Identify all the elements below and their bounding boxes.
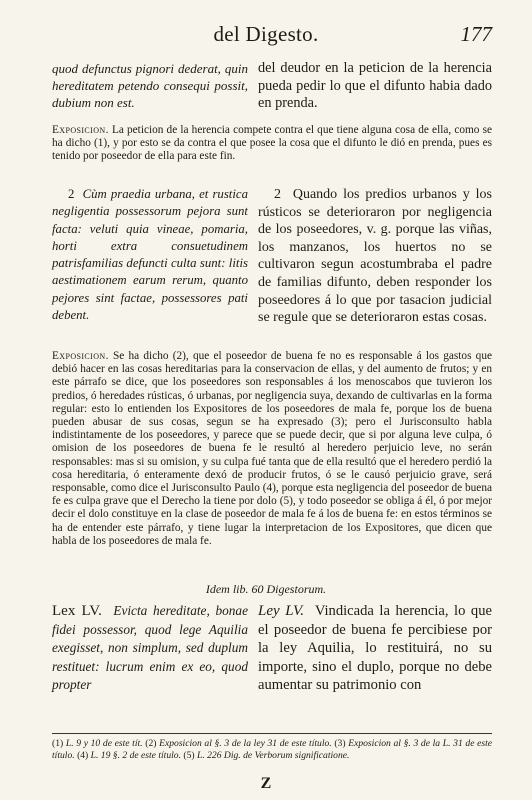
footnote-1-ref: L. 9 y 10 [65, 738, 101, 749]
latin-law-heading: Lex LV. [52, 603, 102, 619]
spanish-paragraph-text: Quando los predios urbanos y los rústicos se deterioraron por negligencia de los poseedores, v. g. porque las viñas, los manzanos, los huertos no se cultivaron segun acostumbraba el padre de familias difunto, deben responder los poseedores á lo que por tasacion judicial se regule que se deterioraron estas cosas. [258, 187, 492, 326]
footnote-5-mark: (5) [183, 750, 195, 761]
footnote-2-text: Exposicion al §. 3 de la ley 31 de este título. [159, 738, 332, 749]
exposition-2 [52, 350, 492, 548]
footnote-4-mark: (4) [77, 750, 89, 761]
exposition-1 [52, 124, 492, 164]
page-number: 177 [460, 22, 492, 46]
spanish-text-3 [258, 602, 492, 695]
footnotes [52, 738, 492, 762]
footnote-2-mark: (2) [145, 738, 157, 749]
exposition-label: Exposicion. [52, 350, 109, 362]
latin-law-text: Evicta hereditate, bonae fidei possessor, quod lege Aquilia exegisset, non simplum, sed duplum restituet: lucrum enim ex eo, quod propter [52, 603, 248, 693]
latin-text-3 [52, 602, 248, 695]
footnote-3-mark: (3) [334, 738, 346, 749]
running-title: del Digesto. [213, 22, 319, 46]
latin-text-1: quod defunctus pignori dederat, quin hereditatem petendo consequi possit, dubium non est. [52, 61, 248, 110]
footnote-5-text: L. 226 Dig. de Verborum significatione. [197, 750, 350, 761]
latin-paragraph-number: 2 [68, 187, 75, 201]
parallel-block-2 [52, 186, 492, 344]
footnote-1-text: de este tít. [102, 738, 143, 749]
parallel-block-1 [52, 60, 492, 114]
footnote-1-mark: (1) [52, 738, 64, 749]
exposition-text: La peticion de la herencia compete contra el que tiene alguna cosa de ella, como se ha dicho (1), y por esto se da contra el que posee la cosa que el difunto le dió en prenda, pues es tenido por poseedor de ella para este fin. [52, 124, 492, 163]
footnote-3-text: Exposicion al §. 3 de la L. 31 de este título. [52, 738, 493, 761]
spanish-law-heading: Ley LV. [258, 603, 305, 619]
parallel-block-3 [52, 602, 492, 722]
exposition-label: Exposicion. [52, 124, 109, 136]
spanish-paragraph-number: 2 [274, 187, 281, 202]
spanish-law-text: Vindicada la herencia, lo que el poseedor de buena fe percibiese por la ley Aquilia, lo restituirá, no su importe, sino el duplo, porque no debe aumentar su patrimonio con [258, 603, 492, 694]
spanish-text-2 [258, 186, 492, 327]
spanish-text-1: del deudor en la peticion de la herencia pueda pedir lo que el difunto habia dado en prenda. [258, 60, 492, 111]
latin-paragraph-text: Cùm praedia urbana, et rustica negligentia possessorum pejora sunt facta: veluti quia vineae, pomaria, horti extra consuetudinem patrisfamilias defuncti culta sunt: litis aestimationem earum rerum, quanto pejores sint factae, possessores pati debent. [52, 187, 248, 323]
footnote-4-text: L. 19 §. 2 de este título. [90, 750, 181, 761]
footnote-divider [52, 733, 492, 734]
exposition-text: Se ha dicho (2), que el poseedor de buena fe no es responsable á los gastos que debió hacer en las cosas hereditarias para la conservacion de ellas, y del aumento de frutos; y en este párrafo se dice, que los poseedores son responsables á los menoscabos que tuvieron los predios, ó heredades rústicas, ó urbanas, por negligencia suya, dexando de cultivarlas en la forma regular: esto lo entienden los Expositores de los poseedores de mala fe, porque los de buena pueden abusar de sus cosas, segun se ha expresado (3); pero el Jurisconsulto habla indistintamente de los poseedores, y parece que se puede decir, que si por alguna leve culpa, ó omision de los poseedores de buena fe le resultó al heredero perjuicio leve, no serán responsables: mas si su omision, y su culpa fué tanta que de ella resultó que el heredero perdió la cosa hereditaria, ó enteramente dexó de producir frutos, ó se le causó perjuicio grave, será responsable, como dice el Jurisconsulto Paulo (4), porque esta negligencia del poseedor de buena fe es culpa grave que el Derecho la tiene por dolo (5), y todo poseedor se obliga á él, ó por mejor decir el dolo constituye en la clase de poseedor de mala fe á los de buena fe: en estos términos se ha de entender este párrafo, y tiene lugar la interpretacion de los Expositores, que dicen que habla de los poseedores de mala fe. [52, 350, 492, 547]
source-citation: Idem lib. 60 Digestorum. [205, 582, 327, 596]
latin-text-2 [52, 186, 248, 324]
page-header [0, 22, 532, 48]
signature-mark: Z [260, 775, 272, 792]
